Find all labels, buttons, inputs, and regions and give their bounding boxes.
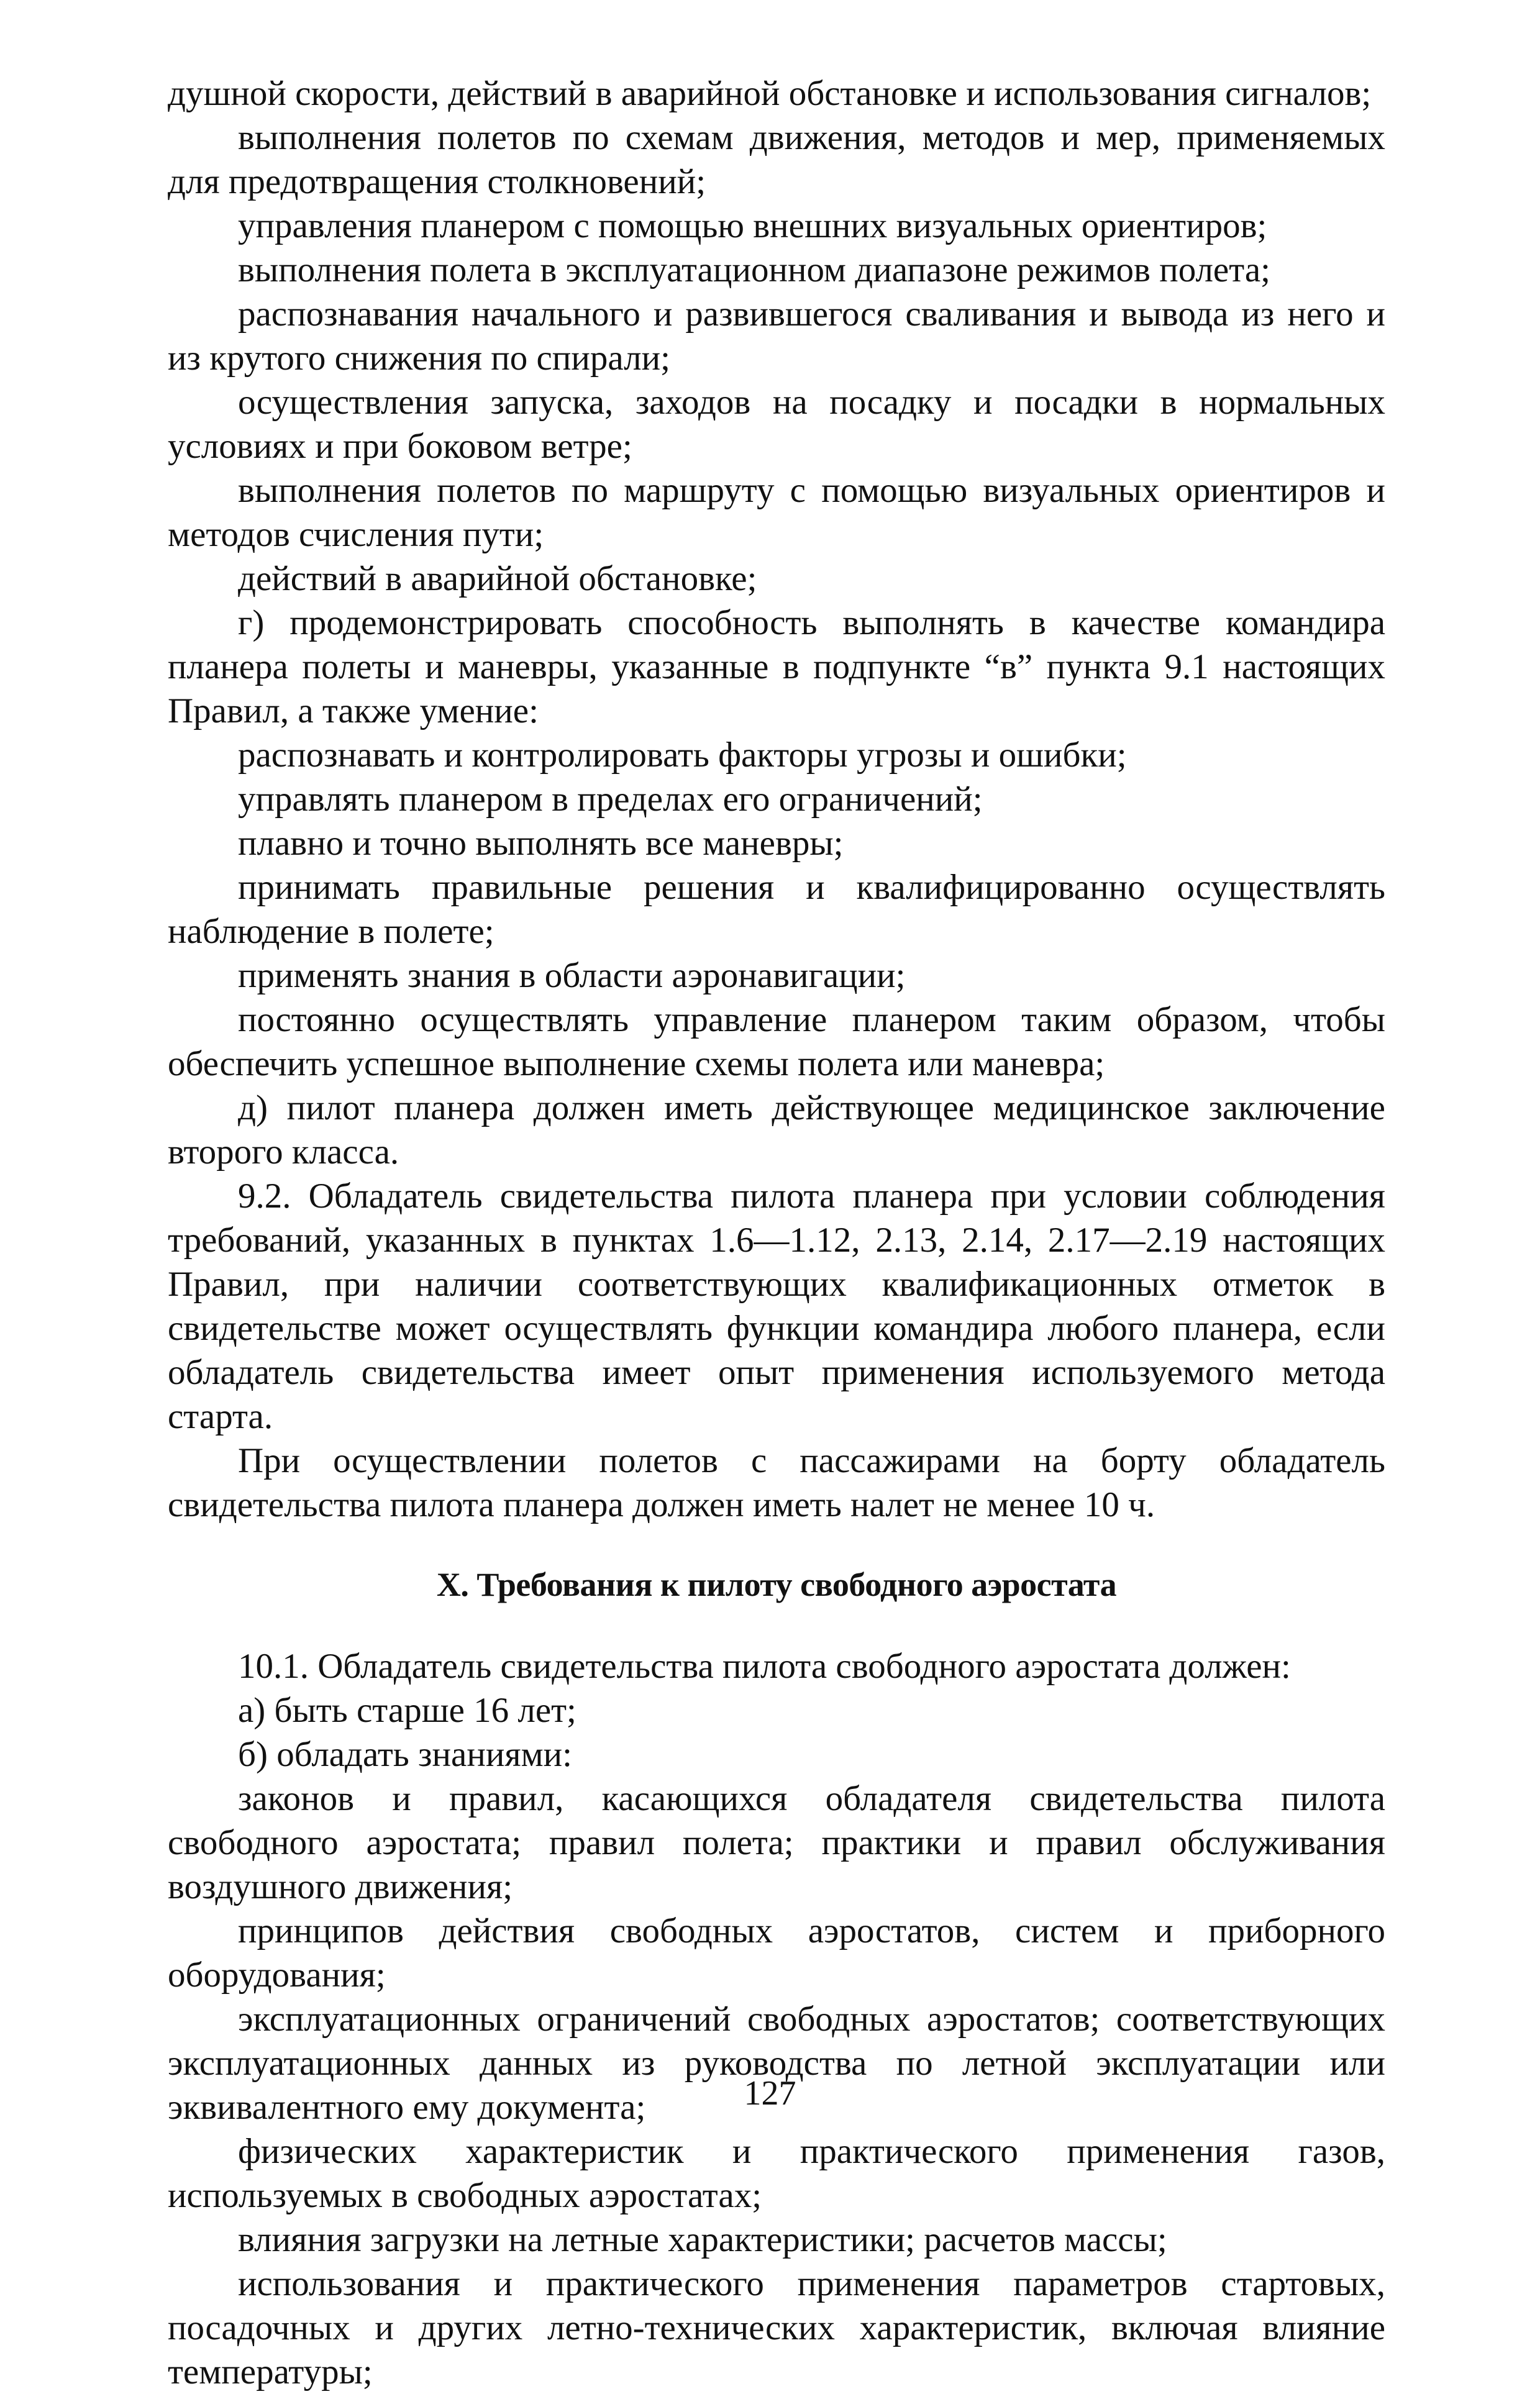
paragraph: постоянно осуществлять управление планером таким образом, чтобы обеспечить успешное выполнение схемы полета или маневра; (168, 1000, 1385, 1083)
paragraph: душной скорости, действий в аварийной обстановке и использования сигналов; (168, 74, 1372, 113)
paragraph: 9.2. Обладатель свидетельства пилота планера при условии соблюдения требований, указанных в пунктах 1.6—1.12, 2.13, 2.14, 2.17—2.19 настоящих Правил, при наличии соответствующих квалификационных отметок в свидетельстве может осуществлять функции командира любого планера, если обладатель свидетельства имеет опыт применения используемого метода старта. (168, 1177, 1385, 1436)
body-text-top (168, 71, 1385, 1527)
paragraph: выполнения полета в эксплуатационном диапазоне режимов полета; (238, 250, 1270, 289)
paragraph: законов и правил, касающихся обладателя свидетельства пилота свободного аэростата; правил полета; практики и правил обслуживания воздушного движения; (168, 1779, 1385, 1906)
paragraph: а) быть старше 16 лет; (238, 1691, 576, 1730)
paragraph: действий в аварийной обстановке; (238, 559, 757, 598)
paragraph: При осуществлении полетов с пассажирами на борту обладатель свидетельства пилота планера должен иметь налет не менее 10 ч. (168, 1441, 1385, 1524)
paragraph: плавно и точно выполнять все маневры; (238, 824, 844, 863)
paragraph: управления планером с помощью внешних визуальных ориентиров; (238, 206, 1267, 245)
body-text-bottom (168, 1644, 1385, 2394)
paragraph: выполнения полетов по схемам движения, методов и мер, применяемых для предотвращения столкновений; (168, 118, 1385, 201)
paragraph: г) продемонстрировать способность выполнять в качестве командира планера полеты и маневры, указанные в подпункте “в” пункта 9.1 настоящих Правил, а также умение: (168, 603, 1385, 730)
paragraph: осуществления запуска, заходов на посадку и посадки в нормальных условиях и при боковом ветре; (168, 383, 1385, 466)
paragraph: применять знания в области аэронавигации; (238, 956, 906, 995)
paragraph: д) пилот планера должен иметь действующее медицинское заключение второго класса. (168, 1088, 1385, 1172)
paragraph: влияния загрузки на летные характеристики; расчетов массы; (238, 2220, 1167, 2259)
page-number: 127 (744, 2074, 796, 2113)
document-page (168, 71, 1385, 2394)
paragraph: эксплуатационных ограничений свободных аэростатов; соответствующих эксплуатационных данных из руководства по летной эксплуатации или эквивалентного ему документа; (168, 2000, 1385, 2127)
paragraph: принципов действия свободных аэростатов, систем и приборного оборудования; (168, 1911, 1385, 1995)
paragraph: 10.1. Обладатель свидетельства пилота свободного аэростата должен: (238, 1647, 1291, 1686)
paragraph: использования и практического применения параметров стартовых, посадочных и других летно-технических характеристик, включая влияние температуры; (168, 2264, 1385, 2392)
paragraph: принимать правильные решения и квалифицированно осуществлять наблюдение в полете; (168, 868, 1385, 951)
section-heading: X. Требования к пилоту свободного аэростата (436, 1566, 1117, 1603)
paragraph: б) обладать знаниями: (238, 1735, 572, 1774)
paragraph: управлять планером в пределах его ограничений; (238, 780, 983, 819)
paragraph: физических характеристик и практического применения газов, используемых в свободных аэростатах; (168, 2132, 1385, 2215)
paragraph: распознавать и контролировать факторы угрозы и ошибки; (238, 735, 1127, 775)
paragraph: распознавания начального и развившегося сваливания и вывода из него и из крутого снижения по спирали; (168, 294, 1385, 378)
paragraph: выполнения полетов по маршруту с помощью визуальных ориентиров и методов счисления пути; (168, 471, 1385, 554)
